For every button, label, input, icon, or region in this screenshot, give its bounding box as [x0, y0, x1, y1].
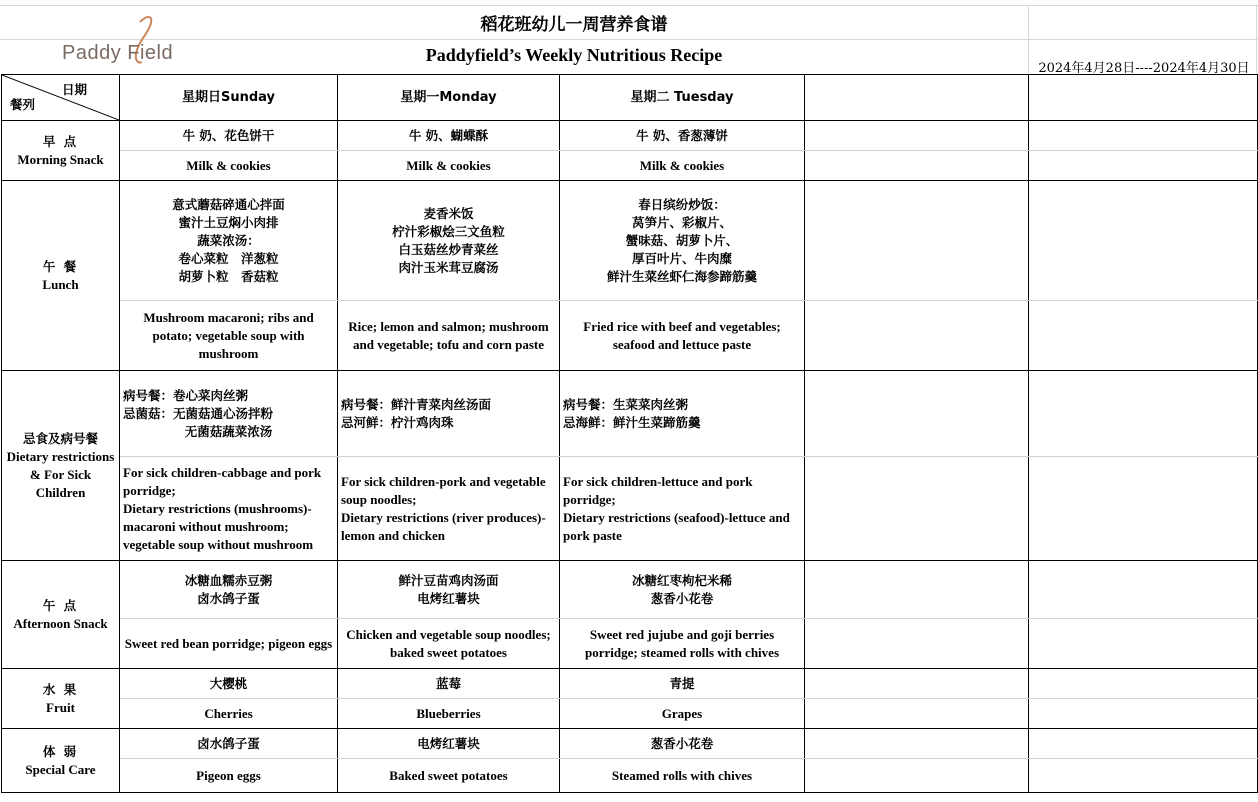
- corner-date-label: 日期: [61, 82, 87, 97]
- title-chinese: 稻花班幼儿一周营养食谱: [480, 15, 668, 35]
- day-header-empty-2: [1029, 75, 1258, 121]
- dietary-en-monday: For sick children-pork and vegetable soup noodles; Dietary restrictions (river produces)-lemon and chicken: [338, 457, 560, 561]
- meal-label-lunch: 午 餐 Lunch: [2, 181, 120, 371]
- empty-cell: [1029, 561, 1258, 619]
- empty-cell: [805, 729, 1029, 759]
- special-en-sunday: Pigeon eggs: [120, 759, 338, 793]
- empty-cell: [1029, 121, 1258, 151]
- lunch-cn-monday: 麦香米饭 柠汁彩椒烩三文鱼粒 白玉菇丝炒青菜丝 肉汁玉米茸豆腐汤: [338, 181, 560, 301]
- empty-cell: [1029, 457, 1258, 561]
- empty-cell: [1029, 181, 1258, 301]
- morning-cn-tuesday: 牛 奶、香葱薄饼: [560, 121, 805, 151]
- empty-cell: [1029, 619, 1258, 669]
- lunch-row-en: [2, 301, 1258, 371]
- fruit-en-sunday: Cherries: [120, 699, 338, 729]
- day-header-tuesday: 星期二 Tuesday: [560, 75, 805, 121]
- afternoon-snack-row-en: [2, 619, 1258, 669]
- lunch-en-sunday: Mushroom macaroni; ribs and potato; vegetable soup with mushroom: [120, 301, 338, 371]
- lunch-cn-sunday: 意式蘑菇碎通心拌面 蜜汁土豆焖小肉排 蔬菜浓汤： 卷心菜粒 洋葱粒 胡萝卜粒 香菇粒: [120, 181, 338, 301]
- date-range: 2024年4月28日----2024年4月30日: [1038, 61, 1250, 76]
- dietary-row-cn: [2, 371, 1258, 457]
- empty-cell: [1029, 729, 1258, 759]
- empty-cell: [805, 371, 1029, 457]
- empty-cell: [1029, 669, 1258, 699]
- dietary-cn-sunday: 病号餐：卷心菜肉丝粥 忌菌菇：无菌菇通心汤拌粉 无菌菇蔬菜浓汤: [120, 371, 338, 457]
- empty-cell: [805, 699, 1029, 729]
- special-cn-tuesday: 葱香小花卷: [560, 729, 805, 759]
- afternoon-en-monday: Chicken and vegetable soup noodles; baked sweet potatoes: [338, 619, 560, 669]
- special-cn-sunday: 卤水鸽子蛋: [120, 729, 338, 759]
- morning-en-sunday: Milk & cookies: [120, 151, 338, 181]
- dietary-cn-monday: 病号餐：鲜汁青菜肉丝汤面 忌河鲜：柠汁鸡肉珠: [338, 371, 560, 457]
- meal-label-special: 体 弱 Special Care: [2, 729, 120, 793]
- corner-meal-label: 餐列: [10, 97, 36, 112]
- empty-cell: [1029, 759, 1258, 793]
- fruit-en-tuesday: Grapes: [560, 699, 805, 729]
- dietary-cn-tuesday: 病号餐：生菜菜肉丝粥 忌海鲜：鲜汁生菜蹄筋羹: [560, 371, 805, 457]
- page-header: [0, 0, 1258, 74]
- empty-cell: [805, 669, 1029, 699]
- title-english: Paddyfield’s Weekly Nutritious Recipe: [425, 45, 723, 65]
- morning-cn-sunday: 牛 奶、花色饼干: [120, 121, 338, 151]
- empty-cell: [805, 457, 1029, 561]
- dietary-en-tuesday: For sick children-lettuce and pork porridge; Dietary restrictions (seafood)-lettuce and pork paste: [560, 457, 805, 561]
- lunch-en-monday: Rice; lemon and salmon; mushroom and vegetable; tofu and corn paste: [338, 301, 560, 371]
- special-cn-monday: 电烤红薯块: [338, 729, 560, 759]
- morning-snack-row-cn: [2, 121, 1258, 151]
- corner-cell: [2, 75, 120, 121]
- afternoon-cn-sunday: 冰糖血糯赤豆粥 卤水鸽子蛋: [120, 561, 338, 619]
- empty-cell: [805, 151, 1029, 181]
- morning-en-tuesday: Milk & cookies: [560, 151, 805, 181]
- meal-label-fruit: 水 果 Fruit: [2, 669, 120, 729]
- empty-cell: [805, 121, 1029, 151]
- empty-cell: [805, 619, 1029, 669]
- day-header-sunday: 星期日Sunday: [120, 75, 338, 121]
- empty-cell: [1029, 151, 1258, 181]
- day-header-empty-1: [805, 75, 1029, 121]
- afternoon-cn-tuesday: 冰糖红枣枸杞米稀 葱香小花卷: [560, 561, 805, 619]
- empty-cell: [1029, 699, 1258, 729]
- afternoon-snack-row-cn: [2, 561, 1258, 619]
- fruit-cn-tuesday: 青提: [560, 669, 805, 699]
- fruit-cn-sunday: 大樱桃: [120, 669, 338, 699]
- lunch-en-tuesday: Fried rice with beef and vegetables; seafood and lettuce paste: [560, 301, 805, 371]
- logo-text: Paddy Field: [62, 42, 174, 64]
- fruit-row-en: [2, 699, 1258, 729]
- morning-en-monday: Milk & cookies: [338, 151, 560, 181]
- empty-cell: [805, 759, 1029, 793]
- special-care-row-en: [2, 759, 1258, 793]
- afternoon-en-tuesday: Sweet red jujube and goji berries porridge; steamed rolls with chives: [560, 619, 805, 669]
- fruit-cn-monday: 蓝莓: [338, 669, 560, 699]
- special-en-tuesday: Steamed rolls with chives: [560, 759, 805, 793]
- morning-snack-row-en: [2, 151, 1258, 181]
- dietary-en-sunday: For sick children-cabbage and pork porridge; Dietary restrictions (mushrooms)-macaroni without mushroom; vegetable soup without mushroom: [120, 457, 338, 561]
- morning-cn-monday: 牛 奶、蝴蝶酥: [338, 121, 560, 151]
- empty-cell: [805, 561, 1029, 619]
- empty-cell: [805, 181, 1029, 301]
- special-en-monday: Baked sweet potatoes: [338, 759, 560, 793]
- weekly-menu-table: [1, 74, 1258, 793]
- special-care-row-cn: [2, 729, 1258, 759]
- lunch-row-cn: [2, 181, 1258, 301]
- lunch-cn-tuesday: 春日缤纷炒饭： 莴笋片、彩椒片、 蟹味菇、胡萝卜片、 厚百叶片、牛肉糜 鲜汁生菜丝虾仁海参蹄筋羹: [560, 181, 805, 301]
- afternoon-en-sunday: Sweet red bean porridge; pigeon eggs: [120, 619, 338, 669]
- fruit-en-monday: Blueberries: [338, 699, 560, 729]
- empty-cell: [805, 301, 1029, 371]
- day-header-monday: 星期一Monday: [338, 75, 560, 121]
- meal-label-afternoon: 午 点 Afternoon Snack: [2, 561, 120, 669]
- empty-cell: [1029, 301, 1258, 371]
- day-header-row: [2, 75, 1258, 121]
- empty-cell: [1029, 371, 1258, 457]
- meal-label-dietary: 忌食及病号餐 Dietary restrictions & For Sick Children: [2, 371, 120, 561]
- fruit-row-cn: [2, 669, 1258, 699]
- afternoon-cn-monday: 鲜汁豆苗鸡肉汤面 电烤红薯块: [338, 561, 560, 619]
- dietary-row-en: [2, 457, 1258, 561]
- meal-label-morning: 早 点 Morning Snack: [2, 121, 120, 181]
